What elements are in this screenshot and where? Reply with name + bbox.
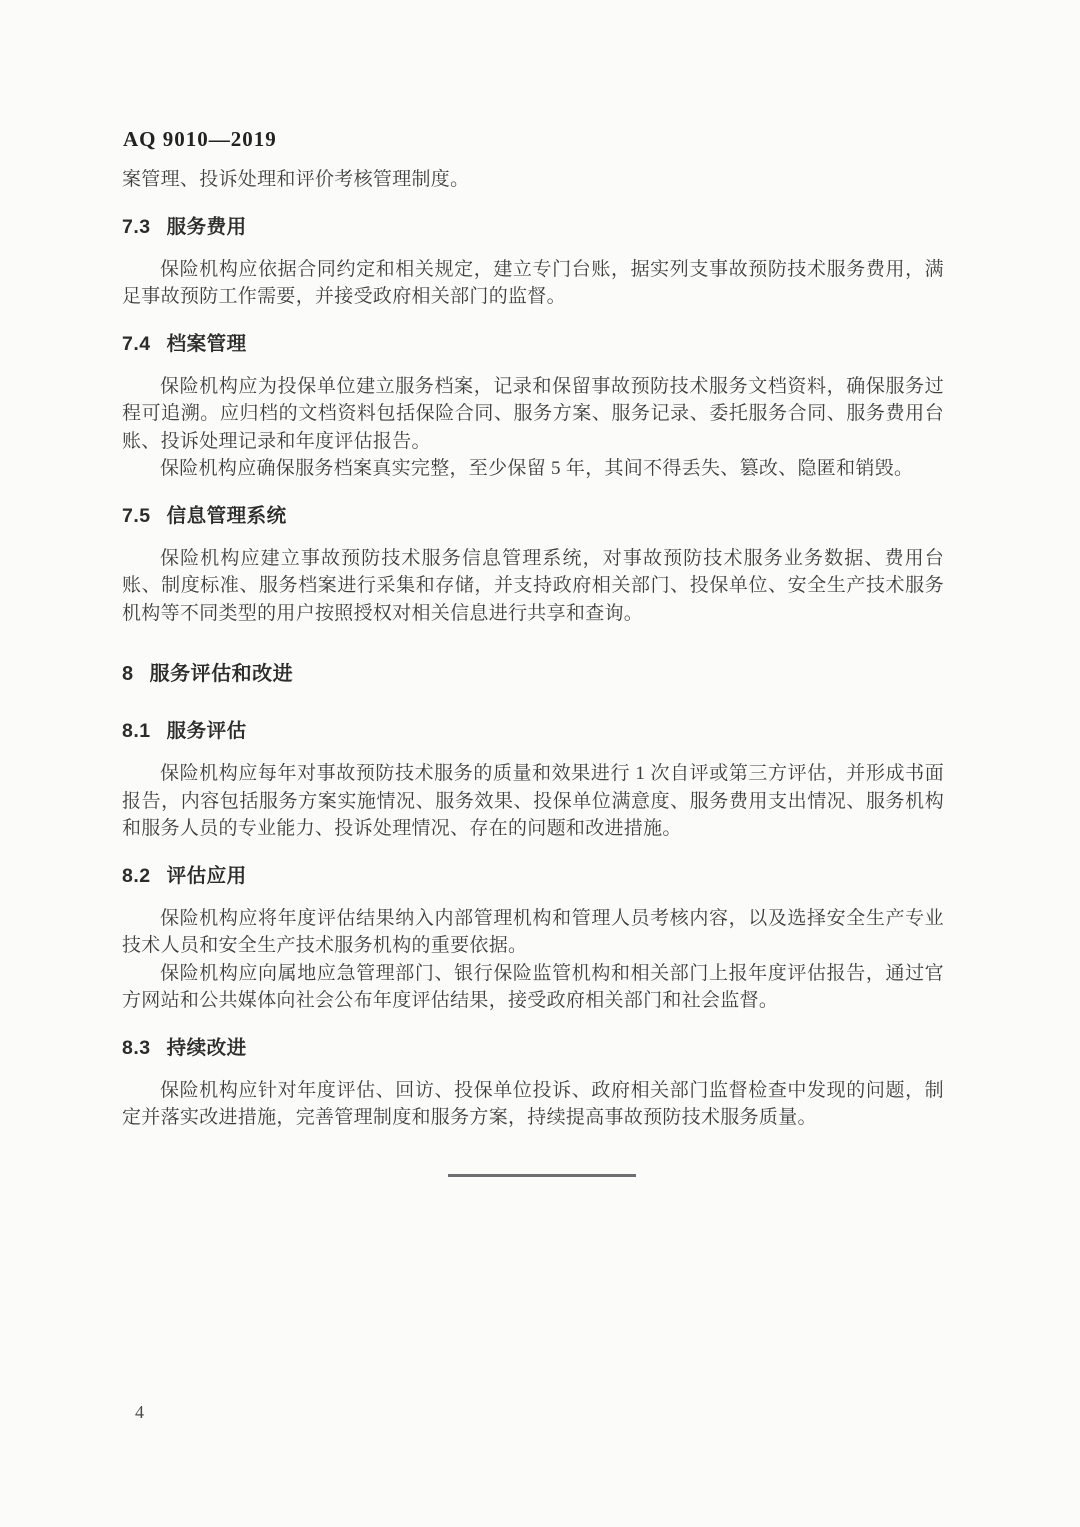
heading-title: 服务评估和改进 xyxy=(149,663,294,685)
body-paragraph: 案管理、投诉处理和评价考核管理制度。 xyxy=(122,169,470,190)
heading-title: 服务评估 xyxy=(166,720,247,742)
clause-heading xyxy=(122,503,944,529)
heading-number: 8 xyxy=(122,663,134,685)
standard-code-header: AQ 9010—2019 xyxy=(123,127,277,151)
heading-number: 7.4 xyxy=(122,332,151,355)
body-paragraph: 保险机构应向属地应急管理部门、银行保险监管机构和相关部门上报年度评估报告，通过官方网站和公共媒体向社会公布年度评估结果，接受政府相关部门和社会监督。 xyxy=(122,962,944,1011)
body-paragraph: 保险机构应建立事故预防技术服务信息管理系统，对事故预防技术服务业务数据、费用台账、制度标准、服务档案进行采集和存储，并支持政府相关部门、投保单位、安全生产技术服务机构等不同类型的用户按照授权对相关信息进行共享和查询。 xyxy=(122,547,944,624)
heading-title: 信息管理系统 xyxy=(166,504,287,527)
clause-heading xyxy=(122,718,944,744)
body-paragraph: 保险机构应为投保单位建立服务档案，记录和保留事故预防技术服务文档资料，确保服务过程可追溯。应归档的文档资料包括保险合同、服务方案、服务记录、委托服务合同、服务费用台账、投诉处理记录和年度评估报告。 xyxy=(122,375,944,452)
body-paragraph: 保险机构应将年度评估结果纳入内部管理机构和管理人员考核内容，以及选择安全生产专业技术人员和安全生产技术服务机构的重要依据。 xyxy=(122,907,944,956)
heading-title: 评估应用 xyxy=(166,864,247,887)
page-number: 4 xyxy=(135,1402,144,1422)
end-of-document-rule xyxy=(448,1174,636,1177)
clause-heading xyxy=(122,331,944,357)
body-paragraph: 保险机构应确保服务档案真实完整，至少保留 5 年，其间不得丢失、篡改、隐匿和销毁。 xyxy=(160,458,914,479)
heading-title: 持续改进 xyxy=(166,1036,247,1059)
heading-number: 8.3 xyxy=(122,1036,151,1059)
heading-title: 服务费用 xyxy=(166,215,247,238)
body-paragraph: 保险机构应每年对事故预防技术服务的质量和效果进行 1 次自评或第三方评估，并形成书面报告，内容包括服务方案实施情况、服务效果、投保单位满意度、服务费用支出情况、服务机构和服务人员的专业能力、投诉处理情况、存在的问题和改进措施。 xyxy=(122,763,944,839)
clause-heading xyxy=(122,863,944,889)
clause-heading xyxy=(122,214,944,240)
clause-heading xyxy=(122,1035,944,1061)
heading-number: 8.1 xyxy=(122,720,151,742)
body-paragraph: 保险机构应依据合同约定和相关规定，建立专门台账，据实列支事故预防技术服务费用，满足事故预防工作需要，并接受政府相关部门的监督。 xyxy=(122,258,944,307)
document-body xyxy=(122,166,944,1177)
heading-number: 7.5 xyxy=(122,504,151,527)
heading-number: 8.2 xyxy=(122,864,151,887)
body-paragraph: 保险机构应针对年度评估、回访、投保单位投诉、政府相关部门监督检查中发现的问题，制定并落实改进措施，完善管理制度和服务方案，持续提高事故预防技术服务质量。 xyxy=(122,1079,944,1128)
chapter-heading xyxy=(122,661,944,688)
heading-title: 档案管理 xyxy=(166,332,247,355)
heading-number: 7.3 xyxy=(122,215,151,238)
